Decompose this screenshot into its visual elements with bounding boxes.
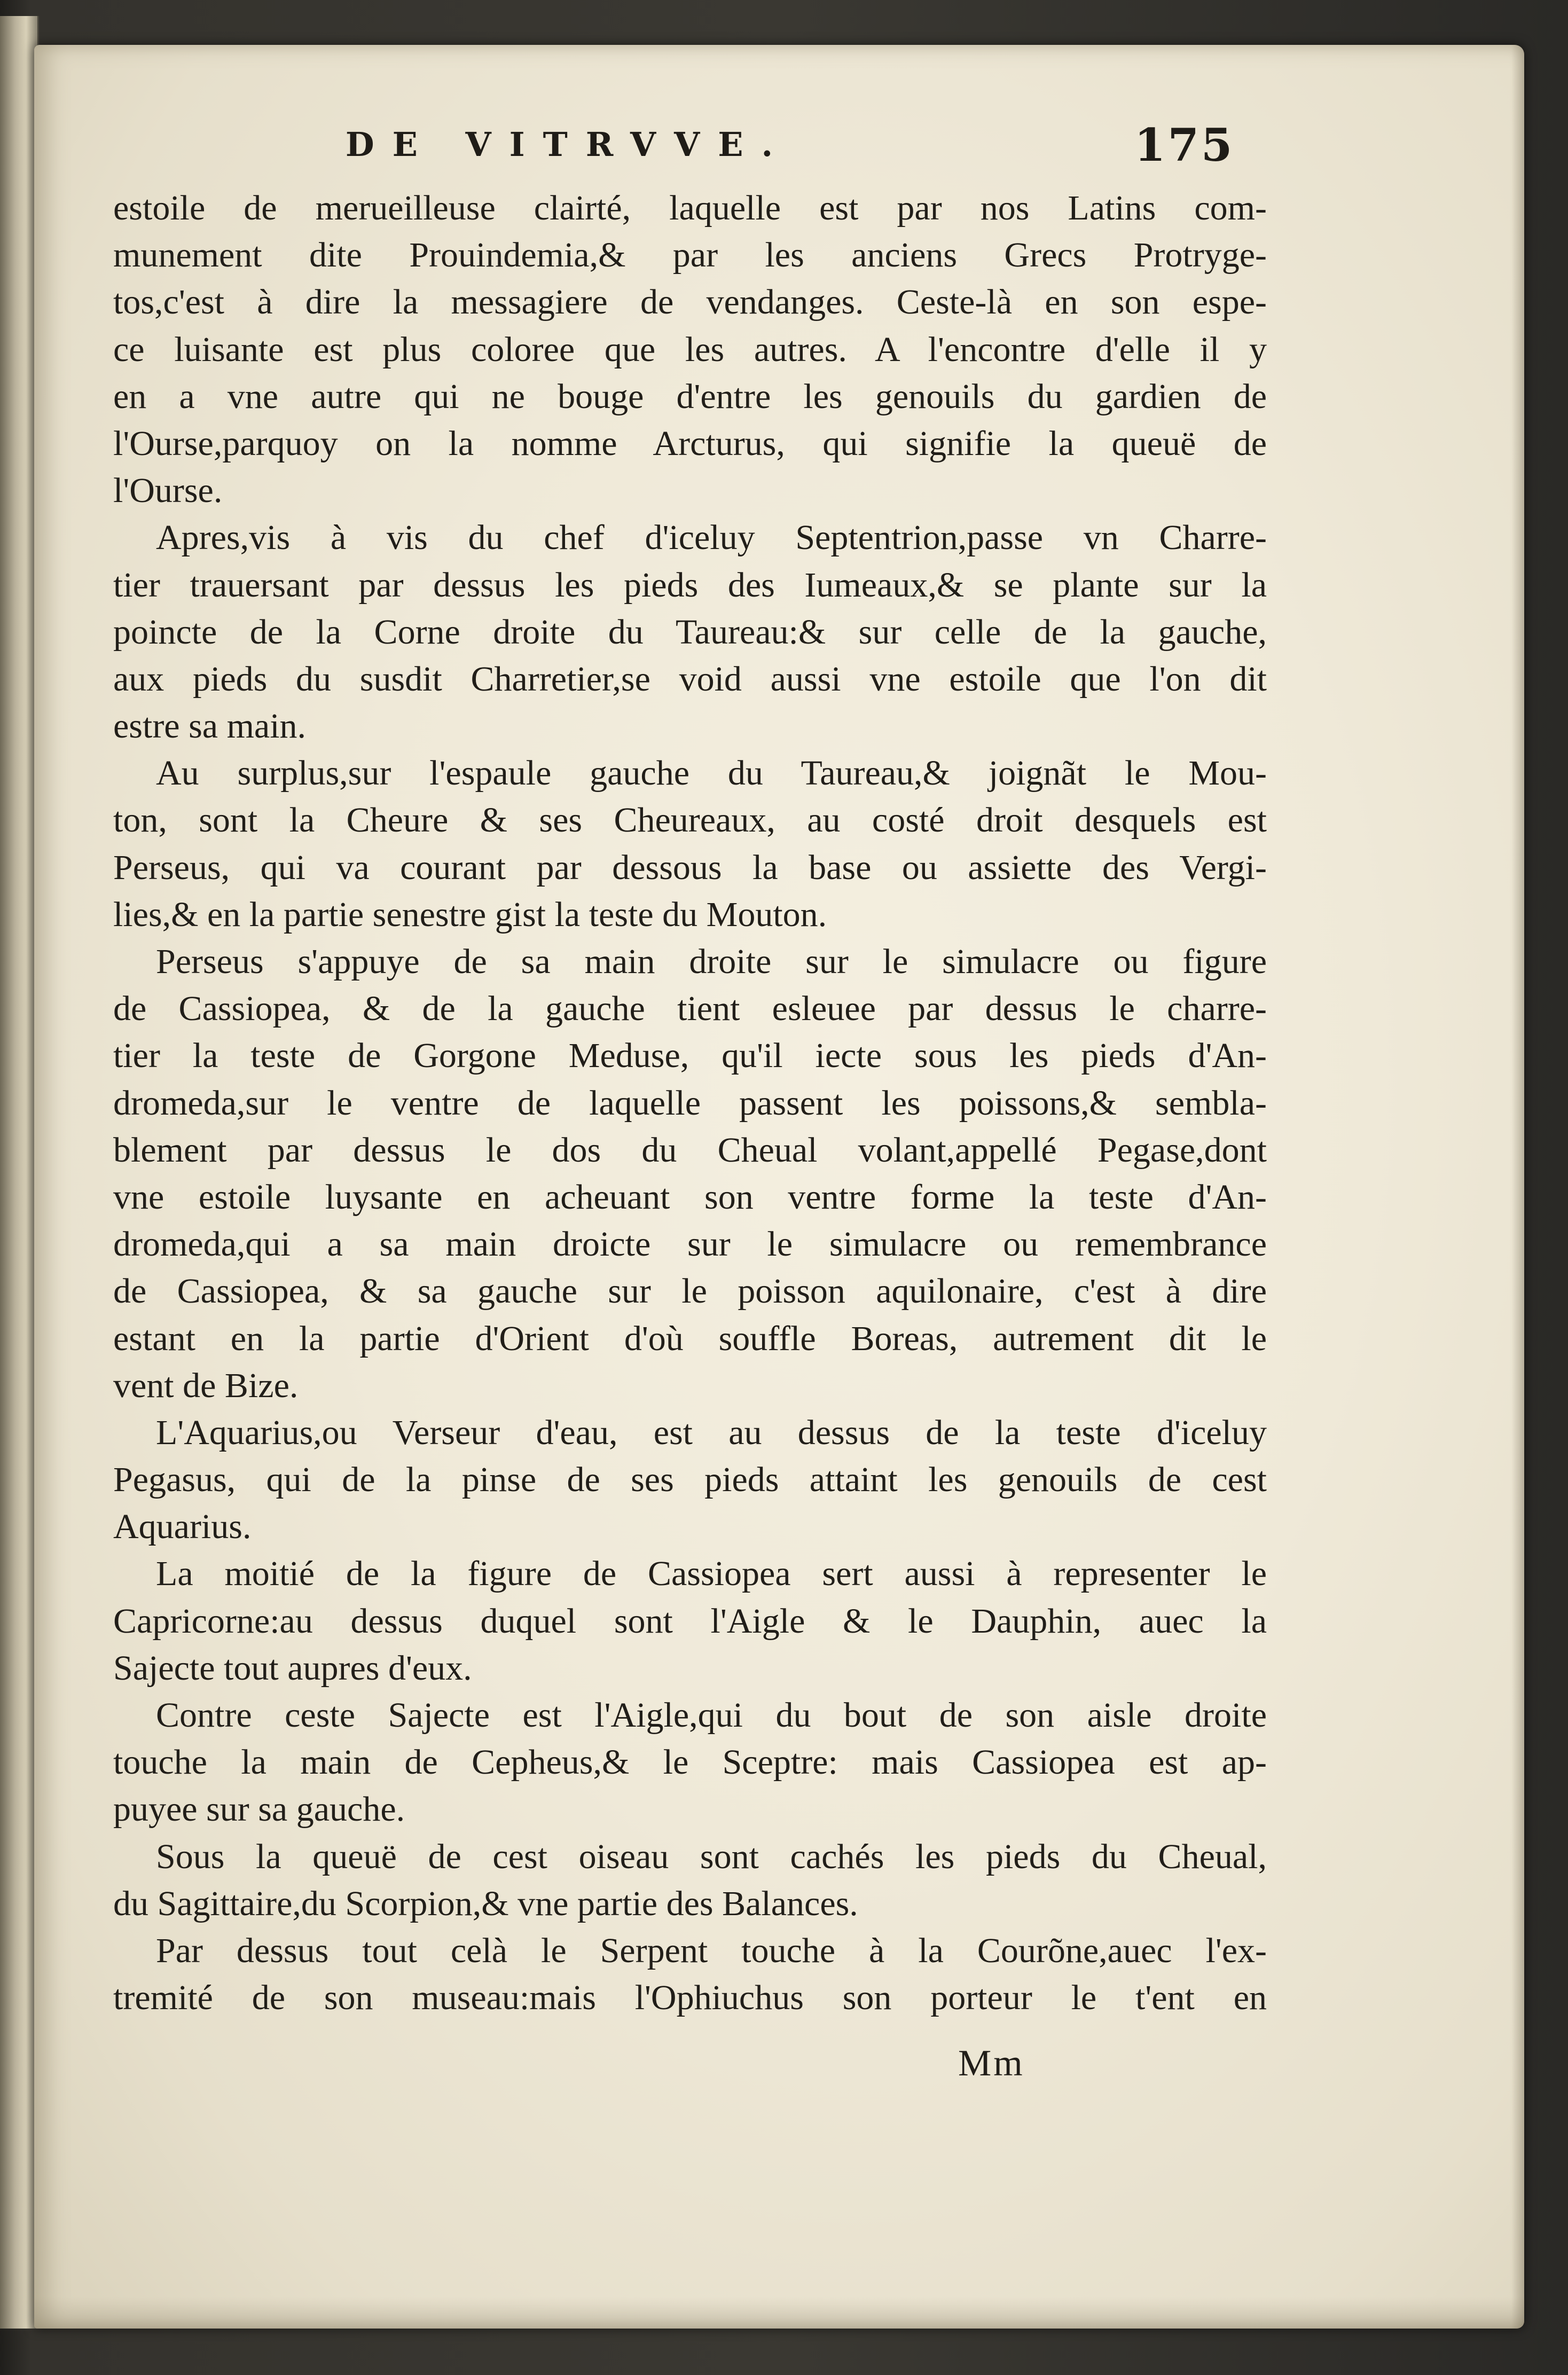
text-line: aux pieds du susdit Charretier,se void aussi vne estoile que l'on dit — [113, 659, 1267, 699]
text-line: estant en la partie d'Orient d'où souffle Boreas, autrement dit le — [113, 1319, 1267, 1358]
text-line: tier trauersant par dessus les pieds des Iumeaux,& se plante sur la — [113, 565, 1267, 605]
text-line: Au surplus,sur l'espaule gauche du Taureau,& joignãt le Mou- — [156, 754, 1267, 793]
text-line: Contre ceste Sajecte est l'Aigle,qui du bout de son aisle droite — [156, 1696, 1267, 1735]
running-head: DE VITRVVE. — [345, 125, 791, 164]
book-page — [34, 45, 1524, 2329]
text-line: en a vne autre qui ne bouge d'entre les genouils du gardien de — [113, 377, 1267, 416]
text-line: estre sa main. — [113, 707, 307, 746]
text-line: touche la main de Cepheus,& le Sceptre: mais Cassiopea est ap- — [113, 1743, 1267, 1782]
text-line: dromeda,sur le ventre de laquelle passent les poissons,& sembla- — [113, 1083, 1267, 1123]
text-line: vne estoile luysante en acheuant son ventre forme la teste d'An- — [113, 1177, 1267, 1217]
text-line: vent de Bize. — [113, 1366, 299, 1405]
text-line: Perseus, qui va courant par dessous la base ou assiette des Vergi- — [113, 848, 1267, 887]
text-line: Aquarius. — [113, 1507, 252, 1547]
text-line: La moitié de la figure de Cassiopea sert aussi à representer le — [156, 1554, 1267, 1594]
signature-mark: Mm — [958, 2043, 1025, 2084]
text-line: blement par dessus le dos du Cheual volant,appellé Pegase,dont — [113, 1130, 1267, 1170]
text-line: Sous la queuë de cest oiseau sont cachés les pieds du Cheual, — [156, 1837, 1267, 1876]
text-line: de Cassiopea, & de la gauche tient esleuee par dessus le charre- — [113, 989, 1267, 1029]
text-line: l'Ourse. — [113, 471, 223, 511]
text-line: l'Ourse,parquoy on la nomme Arcturus, qui signifie la queuë de — [113, 424, 1267, 463]
page-number: 175 — [1134, 119, 1235, 171]
text-line: tos,c'est à dire la messagiere de vendanges. Ceste-là en son espe- — [113, 283, 1267, 322]
text-line: puyee sur sa gauche. — [113, 1790, 405, 1829]
text-line: poincte de la Corne droite du Taureau:& sur celle de la gauche, — [113, 612, 1267, 652]
text-line: Sajecte tout aupres d'eux. — [113, 1648, 472, 1688]
text-line: de Cassiopea, & sa gauche sur le poisson aquilonaire, c'est à dire — [113, 1272, 1267, 1311]
text-line: munement dite Prouindemia,& par les anciens Grecs Protryge- — [113, 236, 1267, 275]
text-line: tier la teste de Gorgone Meduse, qu'il iecte sous les pieds d'An- — [113, 1036, 1267, 1076]
left-page-edge — [0, 16, 39, 2329]
page-bottom-shadow — [34, 2296, 1524, 2329]
text-line: ce luisante est plus coloree que les autres. A l'encontre d'elle il y — [113, 330, 1267, 369]
text-line: L'Aquarius,ou Verseur d'eau, est au dessus de la teste d'iceluy — [156, 1413, 1267, 1452]
page-gutter-shadow — [1511, 45, 1524, 2329]
text-line: Pegasus, qui de la pinse de ses pieds attaint les genouils de cest — [113, 1460, 1267, 1500]
text-line: lies,& en la partie senestre gist la teste du Mouton. — [113, 895, 827, 934]
text-line: dromeda,qui a sa main droicte sur le simulacre ou remembrance — [113, 1225, 1267, 1264]
text-line: Par dessus tout celà le Serpent touche à la Courõne,auec l'ex- — [156, 1931, 1267, 1970]
text-line: du Sagittaire,du Scorpion,& vne partie des Balances. — [113, 1884, 858, 1923]
text-line: estoile de merueilleuse clairté, laquelle est par nos Latins com- — [113, 189, 1267, 228]
text-line: tremité de son museau:mais l'Ophiuchus son porteur le t'ent en — [113, 1978, 1267, 2018]
text-line: ton, sont la Cheure & ses Cheureaux, au costé droit desquels est — [113, 801, 1267, 840]
text-line: Perseus s'appuye de sa main droite sur le simulacre ou figure — [156, 942, 1267, 981]
body-text — [113, 185, 1267, 2021]
text-line: Capricorne:au dessus duquel sont l'Aigle & le Dauphin, auec la — [113, 1601, 1267, 1641]
text-line: Apres,vis à vis du chef d'iceluy Septentrion,passe vn Charre- — [156, 518, 1267, 558]
